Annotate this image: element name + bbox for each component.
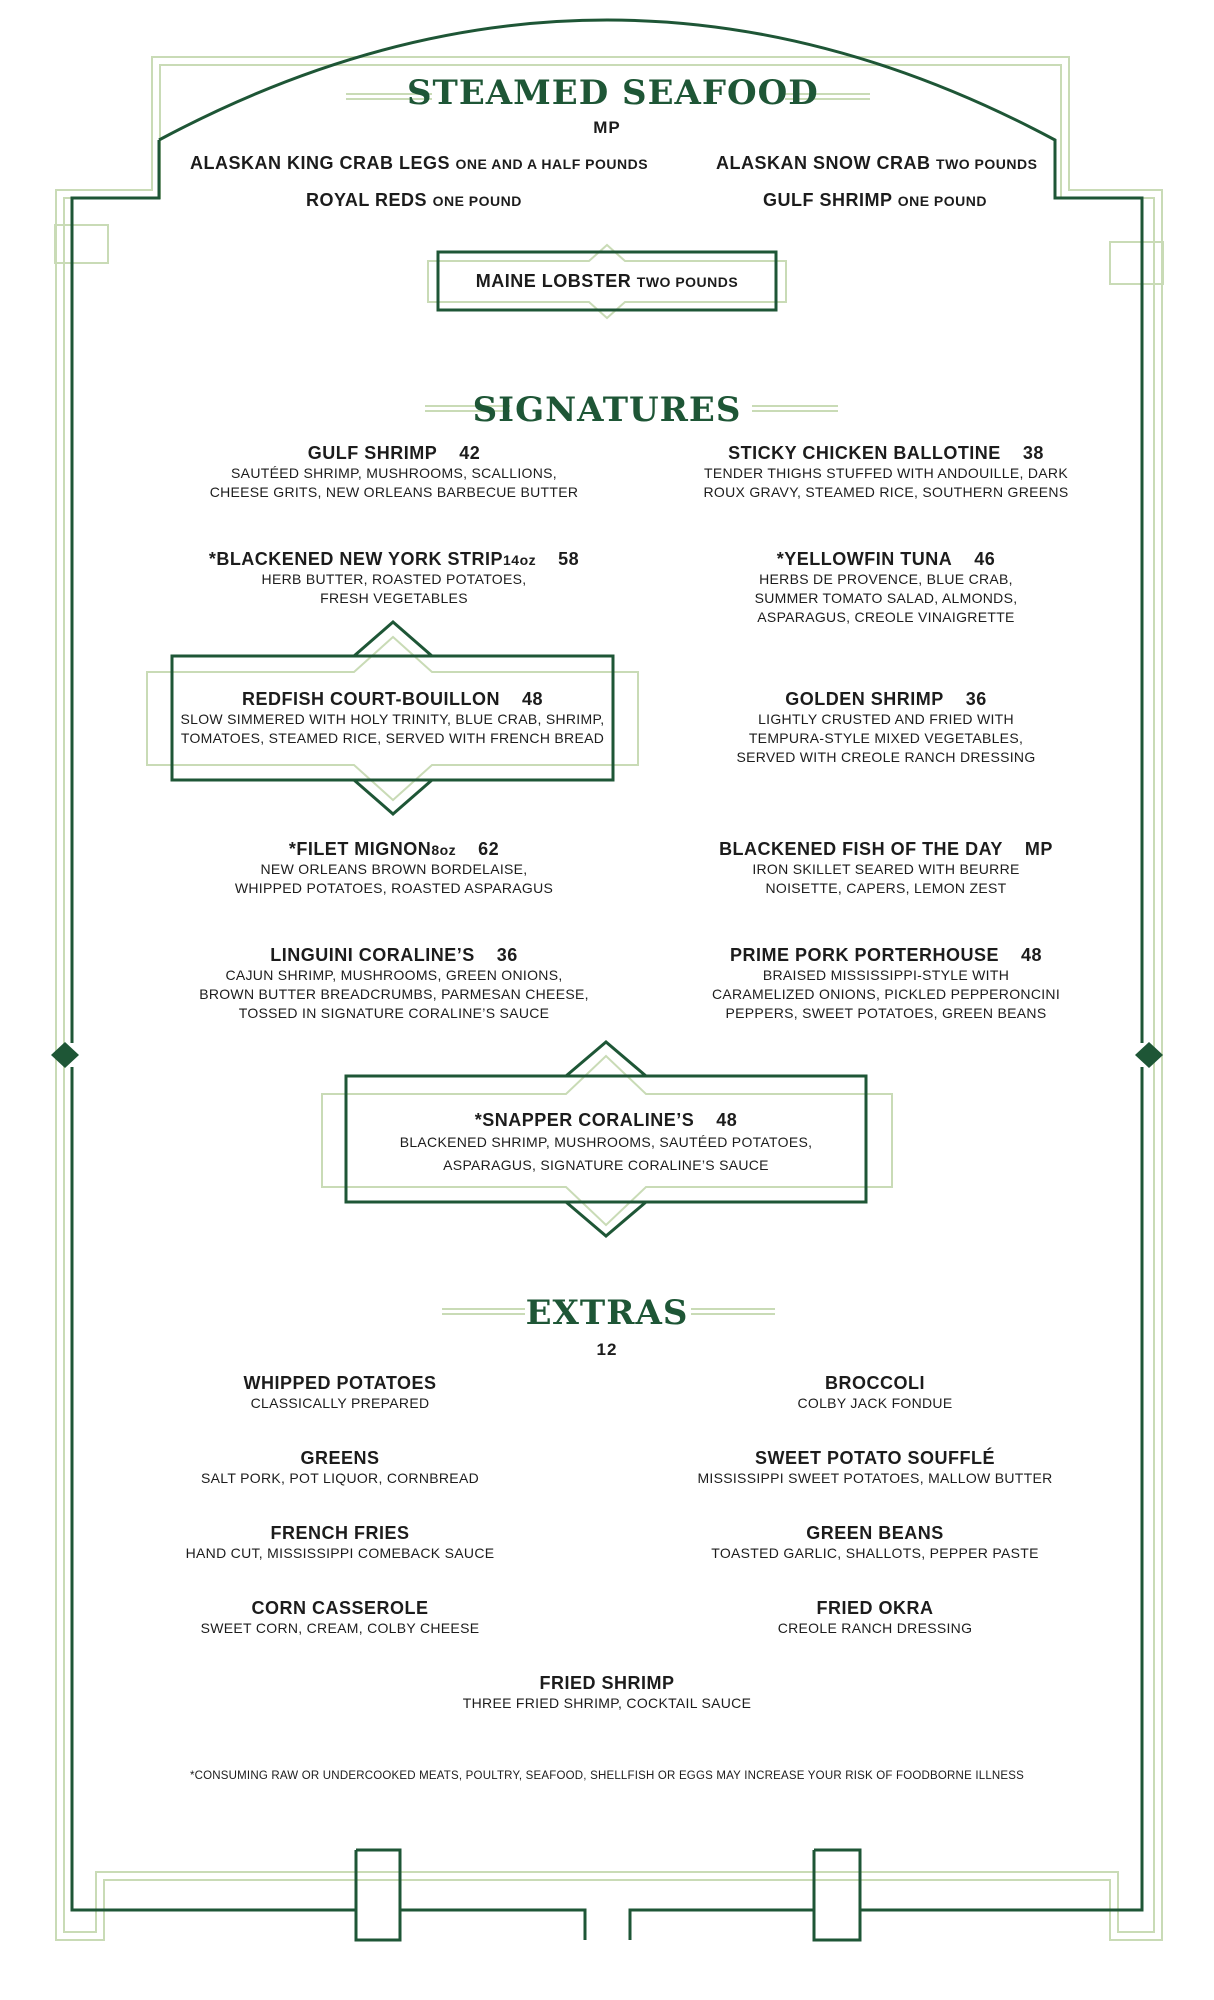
steamed-item: ALASKAN KING CRAB LEGS ONE AND A HALF POUNDS <box>190 153 649 173</box>
steamed-item: ALASKAN SNOW CRAB TWO POUNDS <box>716 153 1038 173</box>
extras-heading: EXTRAS <box>525 1293 689 1333</box>
menu-item <box>666 945 1106 1023</box>
extra-item: GREENS SALT PORK, POT LIQUOR, CORNBREAD <box>201 1448 479 1486</box>
extra-item: GREEN BEANS TOASTED GARLIC, SHALLOTS, PEPPER PASTE <box>711 1523 1039 1561</box>
steamed-item: ROYAL REDS ONE POUND <box>306 190 522 210</box>
footnote: *CONSUMING RAW OR UNDERCOOKED MEATS, POULTRY, SEAFOOD, SHELLFISH OR EGGS MAY INCREASE YOUR RISK OF FOODBORNE ILLNESS <box>189 1770 1025 1782</box>
item-title: LINGUINI CORALINE’S 36 <box>270 945 518 965</box>
extras-price: 12 <box>596 1340 618 1359</box>
menu-item <box>174 945 614 1023</box>
item-desc: SLOW SIMMERED WITH HOLY TRINITY, BLUE CRAB, SHRIMP, TOMATOES, STEAMED RICE, SERVED WITH FRENCH BREAD <box>180 711 605 746</box>
steamed-heading: STEAMED SEAFOOD <box>407 73 819 113</box>
item-desc: HERB BUTTER, ROASTED POTATOES, FRESH VEGETABLES <box>261 571 527 606</box>
item-desc: LIGHTLY CRUSTED AND FRIED WITH TEMPURA-STYLE MIXED VEGETABLES, SERVED WITH CREOLE RANCH DRESSING <box>736 711 1036 765</box>
item-desc: BRAISED MISSISSIPPI-STYLE WITH CARAMELIZED ONIONS, PICKLED PEPPERONCINI PEPPERS, SWEET POTATOES, GREEN BEANS <box>711 967 1061 1021</box>
item-desc: SAUTÉED SHRIMP, MUSHROOMS, SCALLIONS, CHEESE GRITS, NEW ORLEANS BARBECUE BUTTER <box>209 465 579 500</box>
steamed-price: MP <box>593 118 621 137</box>
item-desc: NEW ORLEANS BROWN BORDELAISE, WHIPPED POTATOES, ROASTED ASPARAGUS <box>234 861 554 896</box>
item-title: *FILET MIGNON8oz 62 <box>288 839 500 859</box>
item-desc: TENDER THIGHS STUFFED WITH ANDOUILLE, DARK ROUX GRAVY, STEAMED RICE, SOUTHERN GREENS <box>703 465 1069 500</box>
menu-item <box>676 839 1096 898</box>
menu-item-featured <box>172 689 613 748</box>
item-desc: BLACKENED SHRIMP, MUSHROOMS, SAUTÉED POTATOES, ASPARAGUS, SIGNATURE CORALINE’S SAUCE <box>399 1134 813 1173</box>
menu-item <box>676 689 1096 767</box>
signatures-heading: SIGNATURES <box>472 390 742 430</box>
menu-item <box>184 549 604 608</box>
extra-item: WHIPPED POTATOES CLASSICALLY PREPARED <box>243 1373 437 1411</box>
item-title: STICKY CHICKEN BALLOTINE 38 <box>728 443 1044 463</box>
extra-item: FRENCH FRIES HAND CUT, MISSISSIPPI COMEBACK SAUCE <box>185 1523 495 1561</box>
steamed-item: GULF SHRIMP ONE POUND <box>763 190 987 210</box>
extra-item: SWEET POTATO SOUFFLÉ MISSISSIPPI SWEET POTATOES, MALLOW BUTTER <box>697 1448 1053 1486</box>
item-title: GOLDEN SHRIMP 36 <box>785 689 987 709</box>
item-title: PRIME PORK PORTERHOUSE 48 <box>729 945 1043 965</box>
item-title: *YELLOWFIN TUNA 46 <box>776 549 996 569</box>
item-desc: CAJUN SHRIMP, MUSHROOMS, GREEN ONIONS, BROWN BUTTER BREADCRUMBS, PARMESAN CHEESE, TOSSED IN SIGNATURE CORALINE’S SAUCE <box>199 967 589 1021</box>
extra-item: FRIED OKRA CREOLE RANCH DRESSING <box>777 1598 973 1636</box>
item-title: GULF SHRIMP 42 <box>307 443 481 463</box>
item-title: *BLACKENED NEW YORK STRIP14oz 58 <box>208 549 580 569</box>
menu-item <box>676 443 1096 502</box>
item-title: *SNAPPER CORALINE’S 48 <box>474 1110 738 1130</box>
extra-item: CORN CASSEROLE SWEET CORN, CREAM, COLBY CHEESE <box>200 1598 480 1636</box>
item-desc: HERBS DE PROVENCE, BLUE CRAB, SUMMER TOMATO SALAD, ALMONDS, ASPARAGUS, CREOLE VINAIGRETTE <box>754 571 1018 625</box>
lobster-item: MAINE LOBSTER TWO POUNDS <box>475 271 739 291</box>
extra-item: FRIED SHRIMP THREE FRIED SHRIMP, COCKTAIL SAUCE <box>462 1673 752 1711</box>
menu-item-featured <box>346 1110 866 1177</box>
menu-item <box>676 549 1096 627</box>
menu-item <box>184 839 604 898</box>
item-title: REDFISH COURT-BOUILLON 48 <box>241 689 544 709</box>
item-title: BLACKENED FISH OF THE DAY MP <box>719 839 1053 859</box>
extra-item: BROCCOLI COLBY JACK FONDUE <box>797 1373 953 1411</box>
item-desc: IRON SKILLET SEARED WITH BEURRE NOISETTE, CAPERS, LEMON ZEST <box>752 861 1020 896</box>
menu-item <box>184 443 604 502</box>
